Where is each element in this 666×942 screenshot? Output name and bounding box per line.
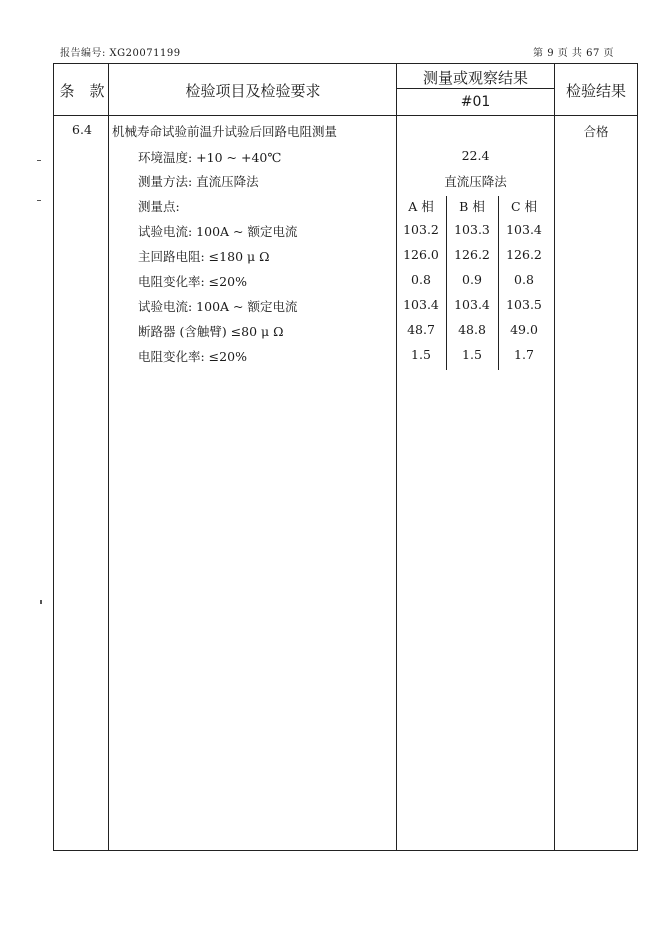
phase-b-value: 1.5 [462, 347, 482, 362]
section-title: 机械寿命试验前温升试验后回路电阻测量 [112, 124, 338, 139]
phase-a-value: 48.7 [407, 322, 435, 337]
scan-mark [40, 600, 42, 604]
page-indicator: 第 9 页 共 67 页 [533, 48, 614, 59]
col-header-item: 检验项目及检验要求 [185, 82, 321, 100]
method-value: 直流压降法 [444, 174, 507, 189]
phase-a-value: 1.5 [411, 347, 431, 362]
phase-divider-bc [498, 196, 499, 370]
col-header-sample: #01 [460, 94, 491, 110]
phase-c-value: 103.4 [506, 222, 542, 237]
requirement-row: 测量方法: 直流压降法 [138, 174, 259, 189]
phase-a-header: A 相 [408, 199, 434, 214]
requirement-row: 试验电流: 100A ~ 额定电流 [138, 299, 298, 314]
phase-divider-ab [446, 196, 447, 370]
phase-c-value: 126.2 [506, 247, 542, 262]
phase-b-value: 126.2 [454, 247, 490, 262]
header-divider [54, 115, 637, 116]
phase-b-header: B 相 [459, 199, 485, 214]
requirement-row: 电阻变化率: ≤20% [138, 349, 247, 364]
inspection-table [53, 63, 638, 851]
phase-a-value: 103.2 [403, 222, 439, 237]
ambient-temp-value: 22.4 [461, 148, 490, 163]
phase-c-value: 49.0 [510, 322, 538, 337]
phase-c-header: C 相 [510, 199, 538, 214]
requirement-row: 断路器 (含触臂) ≤80 μ Ω [138, 324, 284, 339]
phase-b-value: 0.9 [462, 272, 482, 287]
clause-number: 6.4 [72, 122, 92, 137]
phase-c-value: 1.7 [514, 347, 534, 362]
col-header-measure: 测量或观察结果 [422, 69, 528, 87]
phase-a-value: 0.8 [411, 272, 431, 287]
col-divider-measure [554, 64, 555, 850]
measure-sub-divider [396, 88, 554, 89]
phase-c-value: 103.5 [506, 297, 542, 312]
requirement-row: 电阻变化率: ≤20% [138, 274, 247, 289]
phase-b-value: 103.3 [454, 222, 490, 237]
requirement-row: 测量点: [138, 199, 180, 214]
col-header-result: 检验结果 [565, 82, 626, 100]
phase-a-value: 126.0 [403, 247, 439, 262]
col-header-clause: 条 款 [59, 82, 105, 100]
col-divider-clause [108, 64, 109, 850]
scan-mark [37, 160, 41, 161]
phase-c-value: 0.8 [514, 272, 534, 287]
phase-a-value: 103.4 [403, 297, 439, 312]
requirement-row: 环境温度: +10 ~ +40℃ [138, 150, 282, 165]
requirement-row: 主回路电阻: ≤180 μ Ω [138, 249, 270, 264]
scan-mark [37, 200, 41, 201]
phase-b-value: 103.4 [454, 297, 490, 312]
report-number: 报告编号: XG20071199 [60, 48, 181, 59]
result-value: 合格 [583, 124, 609, 139]
requirement-row: 试验电流: 100A ~ 额定电流 [138, 224, 298, 239]
phase-b-value: 48.8 [458, 322, 486, 337]
